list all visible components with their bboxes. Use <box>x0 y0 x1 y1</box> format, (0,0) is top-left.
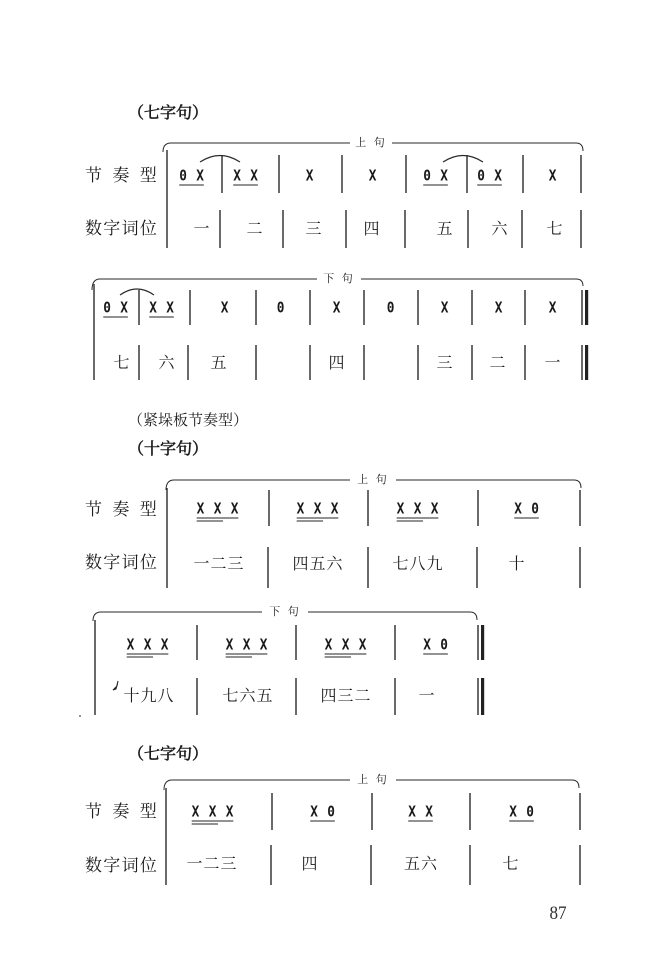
ink-mark <box>113 681 118 690</box>
rhythm-cell: 0 <box>276 298 286 317</box>
rhythm-cell: X 0 <box>310 802 336 821</box>
rhythm-cell: X <box>305 166 315 185</box>
rhythm-cell: X X X <box>296 499 340 518</box>
rhythm-cell: X X <box>149 298 175 317</box>
row-label-rhythm: 节 奏 型 <box>85 500 160 520</box>
phrase-label-upper: 上 句 <box>355 136 387 149</box>
section-title: （十字句） <box>128 439 209 458</box>
rhythm-cell: X X X <box>324 635 368 654</box>
word-position-cell: 七 <box>113 353 131 372</box>
final-bar-thick <box>585 290 588 325</box>
rhythm-cell: X 0 <box>423 635 449 654</box>
final-bar-thick <box>585 345 588 380</box>
word-position-cell: 七 <box>546 219 564 238</box>
rhythm-cell: X <box>220 298 230 317</box>
rhythm-cell: X X <box>233 166 259 185</box>
row-label-word-position: 数字词位 <box>85 553 159 573</box>
slur <box>200 156 240 163</box>
word-position-cell: 四 <box>363 219 381 238</box>
rhythm-cell: X <box>494 298 504 317</box>
section-title: （七字句） <box>128 744 209 763</box>
rhythm-cell: 0 X <box>103 298 129 317</box>
rhythm-cell: X <box>548 298 558 317</box>
word-position-cell: 四五六 <box>292 554 344 573</box>
word-position-cell: 二 <box>489 353 507 372</box>
word-position-cell: 一二三 <box>193 554 245 573</box>
word-position-cell: 四三二 <box>320 686 372 705</box>
row-label-rhythm: 节 奏 型 <box>85 802 160 822</box>
rhythm-cell: X X X <box>225 635 269 654</box>
rhythm-cell: X X X <box>191 802 235 821</box>
rhythm-cell: 0 X <box>477 166 503 185</box>
word-position-cell: 四 <box>301 854 319 873</box>
rhythm-cell: X <box>332 298 342 317</box>
row-label-rhythm: 节 奏 型 <box>85 166 160 186</box>
word-position-cell: 六 <box>491 219 509 238</box>
section-title: （七字句） <box>128 103 209 122</box>
phrase-label-lower: 下 句 <box>323 272 355 285</box>
word-position-cell: 一 <box>193 219 211 238</box>
row-label-word-position: 数字词位 <box>85 856 159 876</box>
word-position-cell: 六 <box>158 353 176 372</box>
rhythm-cell: X X <box>408 802 434 821</box>
phrase-label-lower: 下 句 <box>269 605 301 618</box>
section-subtitle: （紧垛板节奏型） <box>128 411 249 429</box>
word-position-cell: 三 <box>305 219 323 238</box>
rhythm-cell: X 0 <box>514 499 540 518</box>
slur <box>443 156 483 163</box>
word-position-cell: 十九八 <box>123 686 175 705</box>
word-position-cell: 一 <box>544 353 562 372</box>
phrase-label-upper: 上 句 <box>357 473 389 486</box>
rhythm-cell: X <box>440 298 450 317</box>
word-position-cell: 二 <box>246 219 264 238</box>
word-position-cell: 一 <box>418 686 436 705</box>
word-position-cell: 十 <box>508 554 526 573</box>
final-bar-thick <box>481 678 484 715</box>
rhythm-cell: X 0 <box>509 802 535 821</box>
slur <box>120 289 154 295</box>
word-position-cell: 三 <box>436 353 454 372</box>
ink-dot <box>79 715 81 717</box>
rhythm-cell: X X X <box>196 499 240 518</box>
word-position-cell: 一二三 <box>186 854 238 873</box>
word-position-cell: 七 <box>502 854 520 873</box>
rhythm-cell: 0 X <box>179 166 205 185</box>
page-number: 87 <box>549 903 567 924</box>
final-bar-thick <box>481 625 484 660</box>
word-position-cell: 五六 <box>403 854 439 873</box>
rhythm-cell: X X X <box>126 635 170 654</box>
rhythm-cell: X <box>368 166 378 185</box>
rhythm-cell: 0 X <box>423 166 449 185</box>
row-label-word-position: 数字词位 <box>85 219 159 239</box>
word-position-cell: 五 <box>436 219 454 238</box>
word-position-cell: 七八九 <box>392 554 444 573</box>
phrase-label-upper: 上 句 <box>357 773 389 786</box>
rhythm-cell: 0 <box>386 298 396 317</box>
word-position-cell: 四 <box>328 353 346 372</box>
word-position-cell: 五 <box>210 353 228 372</box>
rhythm-cell: X X X <box>396 499 440 518</box>
word-position-cell: 七六五 <box>222 686 274 705</box>
rhythm-cell: X <box>548 166 558 185</box>
